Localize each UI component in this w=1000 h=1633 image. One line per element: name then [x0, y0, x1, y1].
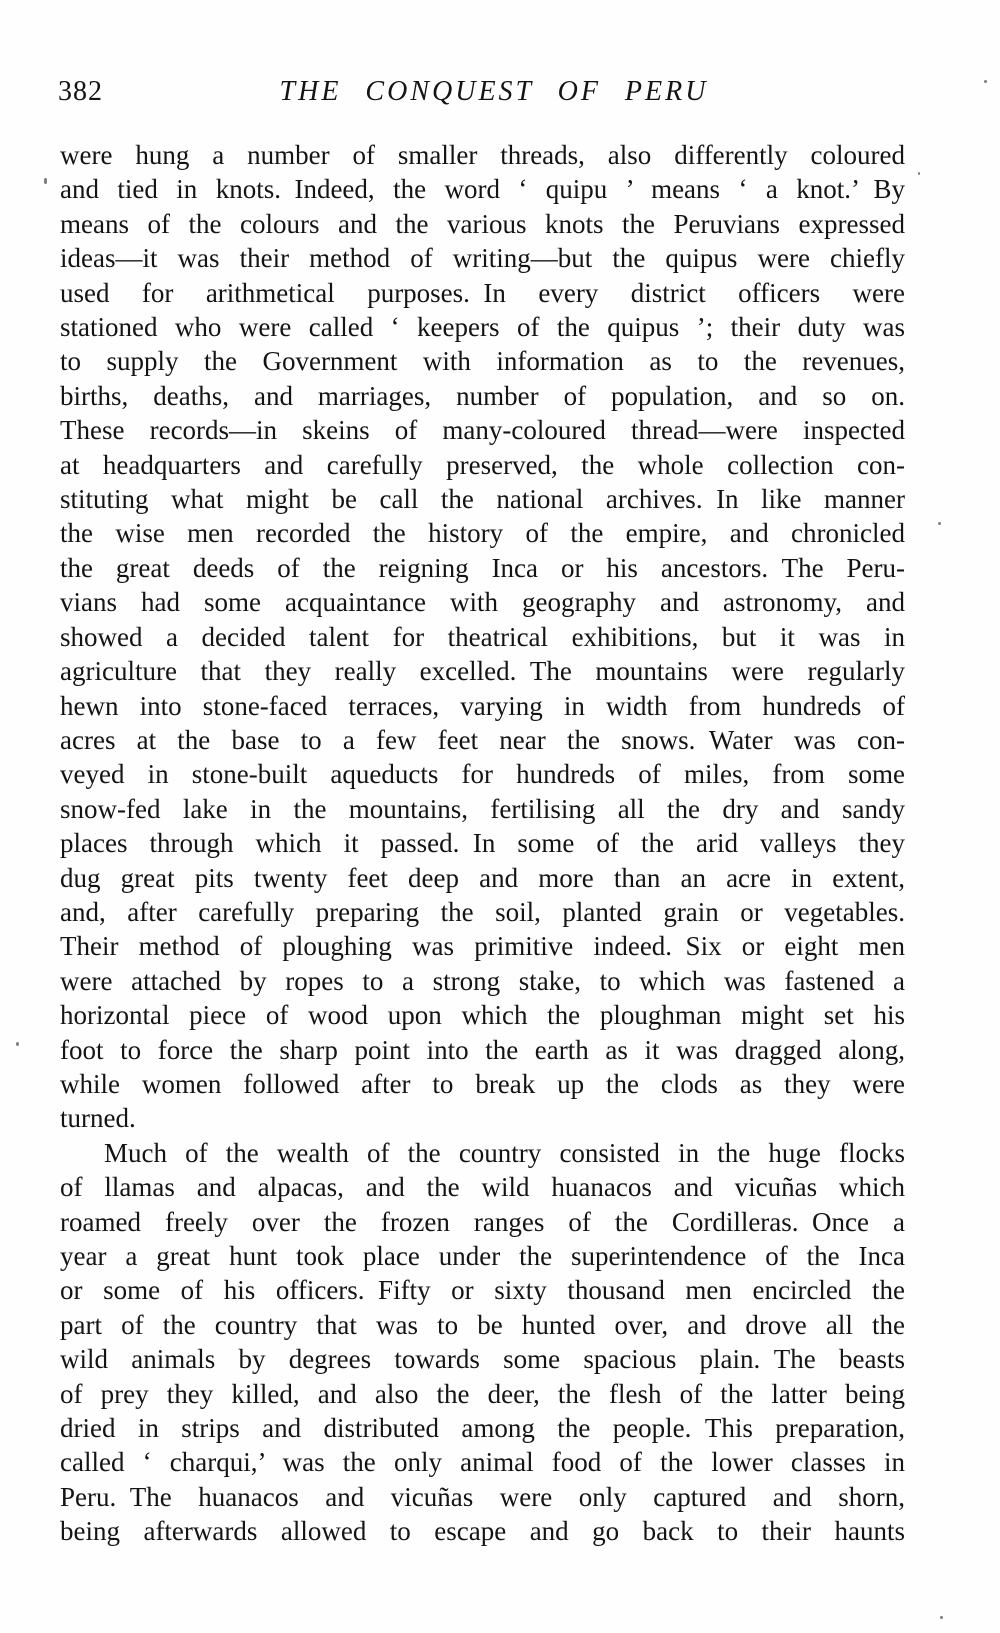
text-line: births, deaths, and marriages, number of population, and so on.: [60, 380, 905, 411]
text-line: dried in strips and distributed among the people. This preparation,: [60, 1413, 905, 1444]
text-line: while women followed after to break up the clods as they were: [60, 1068, 905, 1099]
text-line: Their method of ploughing was primitive indeed. Six or eight men: [60, 931, 905, 962]
scan-artifact-mark: [44, 178, 47, 184]
text-line: hewn into stone-faced terraces, varying in width from hundreds of: [60, 690, 905, 721]
running-title: THE CONQUEST OF PERU: [279, 76, 709, 107]
page-number: 382: [58, 76, 103, 107]
text-line: vians had some acquaintance with geography and astronomy, and: [60, 587, 905, 618]
text-line: to supply the Government with information as to the revenues,: [60, 346, 905, 377]
text-line: roamed freely over the frozen ranges of the Cordilleras. Once a: [60, 1206, 905, 1237]
text-line: stationed who were called ‘ keepers of the quipus ’; their duty was: [60, 312, 905, 343]
text-line: snow-fed lake in the mountains, fertilising all the dry and sandy: [60, 793, 905, 824]
text-line: places through which it passed. In some of the arid valleys they: [60, 828, 905, 859]
text-line: means of the colours and the various knots the Peruvians expressed: [60, 208, 905, 239]
text-line: foot to force the sharp point into the earth as it was dragged along,: [60, 1034, 905, 1065]
text-line: horizontal piece of wood upon which the ploughman might set his: [60, 1000, 905, 1031]
text-line: stituting what might be call the national archives. In like manner: [60, 484, 905, 515]
text-line: wild animals by degrees towards some spacious plain. The beasts: [60, 1344, 905, 1375]
scan-artifact-dot: [940, 1616, 943, 1619]
text-line: part of the country that was to be hunted over, and drove all the: [60, 1309, 905, 1340]
text-line: dug great pits twenty feet deep and more than an acre in extent,: [60, 862, 905, 893]
text-line: These records—in skeins of many-coloured thread—were inspected: [60, 415, 905, 446]
page-text: [60, 138, 905, 1549]
text-line: and tied in knots. Indeed, the word ‘ quipu ’ means ‘ a knot.’ By: [60, 174, 905, 205]
text-line: the wise men recorded the history of the empire, and chronicled: [60, 518, 905, 549]
text-line: showed a decided talent for theatrical exhibitions, but it was in: [60, 621, 905, 652]
running-head: [0, 76, 1000, 116]
text-line: Much of the wealth of the country consisted in the huge flocks: [104, 1137, 905, 1168]
scan-artifact-dot: [16, 1042, 19, 1046]
text-line: being afterwards allowed to escape and go back to their haunts: [60, 1516, 905, 1547]
text-line: year a great hunt took place under the superintendence of the Inca: [60, 1241, 905, 1271]
text-line: the great deeds of the reigning Inca or his ancestors. The Peru-: [60, 552, 905, 583]
text-line: Peru. The huanacos and vicuñas were only captured and shorn,: [60, 1481, 905, 1512]
text-line: or some of his officers. Fifty or sixty thousand men encircled the: [60, 1275, 905, 1306]
text-line: and, after carefully preparing the soil, planted grain or vegetables.: [60, 896, 905, 927]
text-line: acres at the base to a few feet near the snows. Water was con-: [60, 724, 905, 755]
text-line: were attached by ropes to a strong stake, to which was fastened a: [60, 965, 905, 996]
text-line: of llamas and alpacas, and the wild huanacos and vicuñas which: [60, 1172, 905, 1203]
text-line: of prey they killed, and also the deer, the flesh of the latter being: [60, 1378, 905, 1409]
text-line: were hung a number of smaller threads, also differently coloured: [60, 140, 905, 170]
text-line: veyed in stone-built aqueducts for hundreds of miles, from some: [60, 759, 905, 790]
scan-artifact-dot: [918, 172, 920, 175]
scan-artifact-dot: [984, 80, 987, 83]
text-line: used for arithmetical purposes. In every district officers were: [60, 277, 905, 308]
text-line: ideas—it was their method of writing—but the quipus were chiefly: [60, 243, 905, 274]
text-line: agriculture that they really excelled. The mountains were regularly: [60, 656, 905, 687]
text-line: at headquarters and carefully preserved, the whole collection con-: [60, 449, 905, 480]
scan-artifact-dot: [938, 522, 941, 525]
text-line: turned.: [60, 1103, 136, 1134]
text-line: called ‘ charqui,’ was the only animal food of the lower classes in: [60, 1447, 905, 1478]
